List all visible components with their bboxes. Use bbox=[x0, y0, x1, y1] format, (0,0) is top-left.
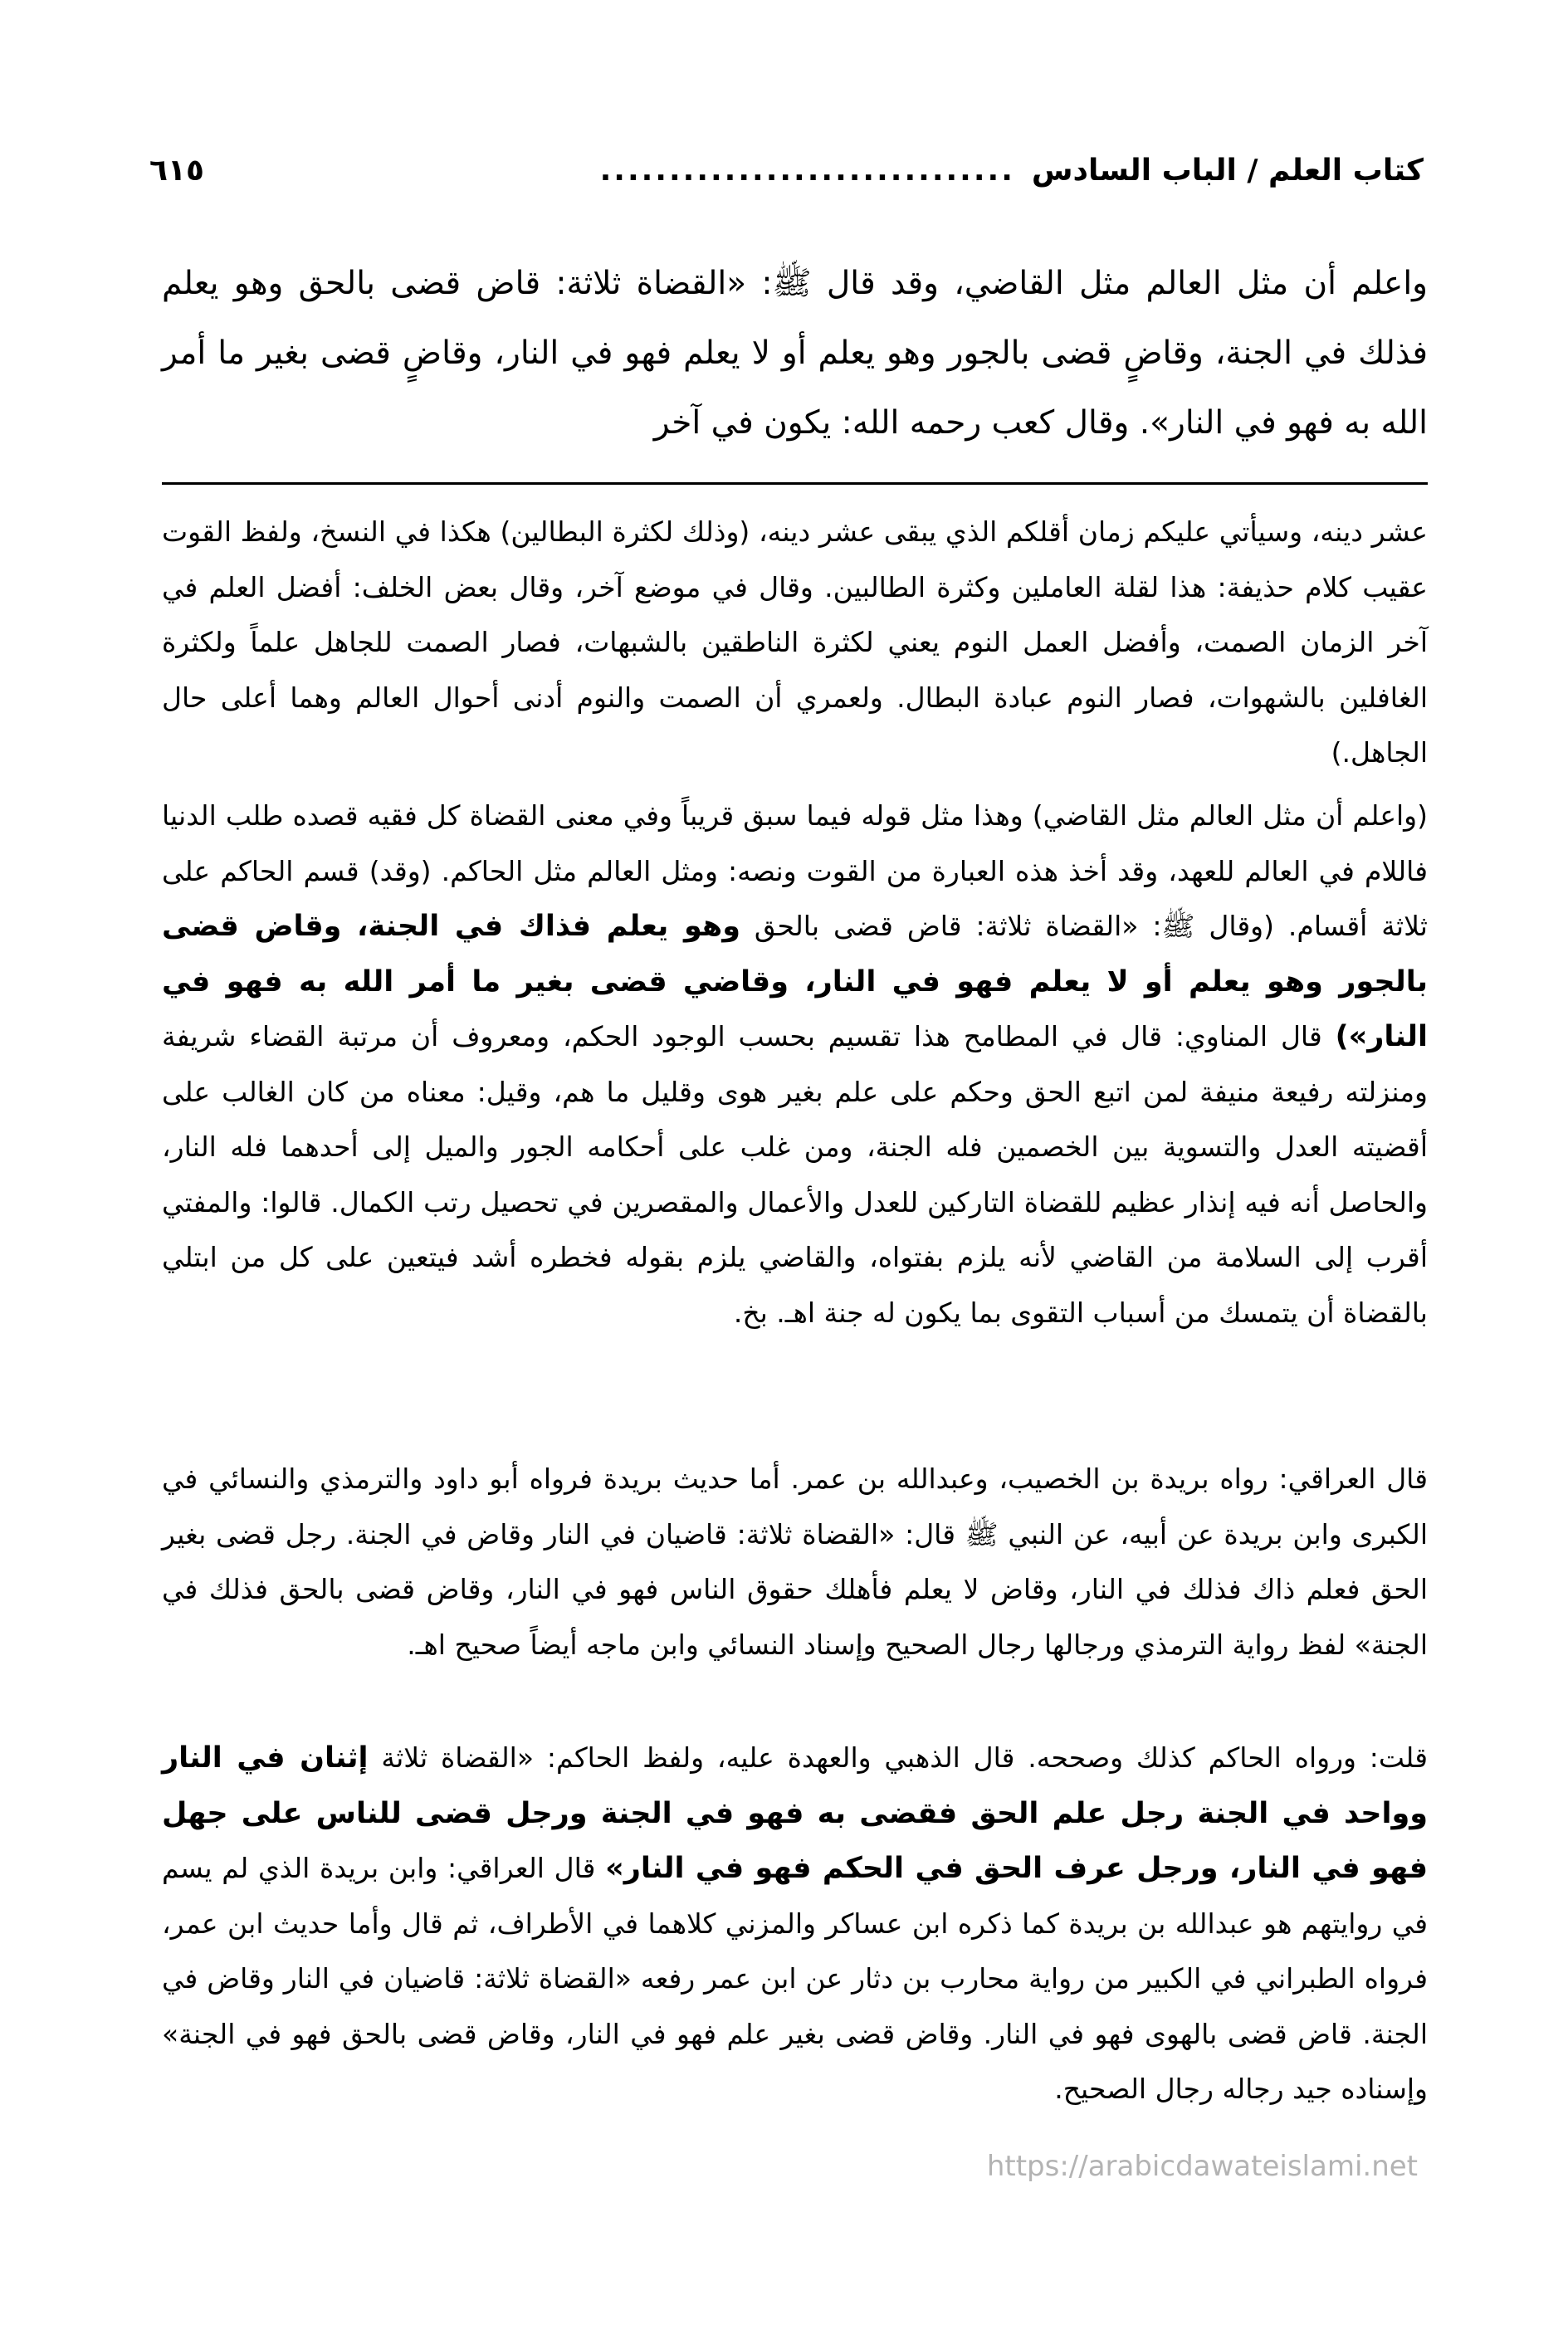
commentary-text: قال المناوي: قال في المطامح هذا تقسيم بحسب الوجود الحكم، ومعروف أن مرتبة القضاء شريفة ومنزلته رفيعة منيفة لمن اتبع الحق وحكم على علم بغير هوى وقليل ما هم، وقيل: معناه من كان الغالب على أقضيته العدل والتسوية بين الخصمين فله الجنة، ومن غلب على أحكامه الجور والميل إلى أحدهما فله النار، والحاصل أنه فيه إنذار عظيم للقضاة التاركين للعدل والأعمال والمقصرين في تحصيل رتب الكمال. قالوا: والمفتي أقرب إلى السلامة من القاضي لأنه يلزم بفتواه، والقاضي يلزم بقوله فخطره أشد فيتعين على كل من ابتلي بالقضاة أن يتمسك من أسباب التقوى بما يكون له جنة اهـ. بخ. bbox=[162, 1020, 1428, 1329]
hadith-quote: إثنان في النار وواحد في الجنة رجل علم الحق فقضى به فهو في الجنة ورجل قضى للناس على جهل فهو في النار، ورجل عرف الحق في الحكم فهو في النار» bbox=[162, 1741, 1428, 1885]
footnote-divider bbox=[162, 482, 1428, 485]
main-text bbox=[162, 249, 1428, 458]
commentary-text: عشر دينه، وسيأتي عليكم زمان أقلكم الذي يبقى عشر دينه، (وذلك لكثرة البطالين) هكذا في النسخ، ولفظ القوت عقيب كلام حذيفة: هذا لقلة العاملين وكثرة الطالبين. وقال في موضع آخر، وقال بعض الخلف: أفضل العلم في آخر الزمان الصمت، وأفضل العمل النوم يعني لكثرة الناطقين بالشبهات، فصار الصمت للجاهل علماً ولكثرة الغافلين بالشهوات، فصار النوم عبادة البطال. ولعمري أن الصمت والنوم أدنى أحوال العالم وهما أعلى حال الجاهل.) bbox=[162, 515, 1428, 769]
commentary-text: (واعلم أن مثل العالم مثل القاضي) وهذا مثل قوله فيما سبق قريباً وفي معنى القضاة كل فقيه قصده طلب الدنيا فاللام في العالم للعهد، وقد أخذ هذه العبارة من القوت ونصه: ومثل العالم مثل الحاكم. (وقد) قسم الحاكم على ثلاثة أقسام. (وقال ﷺ: «القضاة ثلاثة: قاض قضى بالحق bbox=[162, 799, 1428, 942]
commentary-text: قلت: ورواه الحاكم كذلك وصححه. قال الذهبي والعهدة عليه، ولفظ الحاكم: «القضاة ثلاثة bbox=[381, 1741, 1428, 1774]
commentary-paragraph-4 bbox=[162, 1731, 1428, 2117]
header-dot-leader: .............................. bbox=[599, 153, 1015, 188]
running-title: كتاب العلم / الباب السادس bbox=[1031, 153, 1424, 188]
commentary-text: قال العراقي: وابن بريدة الذي لم يسم في روايتهم هو عبدالله بن بريدة كما ذكره ابن عساكر والمزني كلاهما في الأطراف، ثم قال وأما حديث ابن عمر، فرواه الطبراني في الكبير من رواية محارب بن دثار عن ابن عمر رفعه «القضاة ثلاثة: قاضيان في النار وقاض في الجنة. قاض قضى بالهوى فهو في النار. وقاض قضى بغير علم فهو في النار، وقاض قضى بالحق فهو في الجنة» وإسناده جيد رجاله رجال الصحيح. bbox=[162, 1852, 1428, 2105]
commentary-paragraph-3 bbox=[162, 1452, 1428, 1673]
page-header bbox=[149, 141, 1424, 199]
main-paragraph: واعلم أن مثل العالم مثل القاضي، وقد قال ﷺ: «القضاة ثلاثة: قاض قضى بالحق وهو يعلم فذلك في الجنة، وقاضٍ قضى بالجور وهو يعلم أو لا يعلم فهو في النار، وقاضٍ قضى بغير ما أمر الله به فهو في النار». وقال كعب رحمه الله: يكون في آخر bbox=[162, 265, 1428, 442]
page-number: ٦١٥ bbox=[149, 153, 204, 188]
hadith-quote: وهو يعلم فذاك في الجنة، وقاض قضى بالجور وهو يعلم أو لا يعلم فهو في النار، وقاضي قضى بغير ما أمر الله به فهو في النار») bbox=[162, 910, 1428, 1053]
commentary-text: قال العراقي: رواه بريدة بن الخصيب، وعبدالله بن عمر. أما حديث بريدة فرواه أبو داود والترمذي والنسائي في الكبرى وابن بريدة عن أبيه، عن النبي ﷺ قال: «القضاة ثلاثة: قاضيان في النار وقاض في الجنة. رجل قضى بغير الحق فعلم ذاك فذلك في النار، وقاض لا يعلم فأهلك حقوق الناس فهو في النار، وقاض قضى بالحق فذلك في الجنة» لفظ رواية الترمذي ورجالها رجال الصحيح وإسناد النسائي وابن ماجه أيضاً صحيح اهـ. bbox=[162, 1463, 1428, 1661]
watermark-url: https://arabicdawateislami.net bbox=[986, 2150, 1418, 2183]
commentary-paragraph-1 bbox=[162, 505, 1428, 781]
commentary-paragraph-2 bbox=[162, 789, 1428, 1340]
